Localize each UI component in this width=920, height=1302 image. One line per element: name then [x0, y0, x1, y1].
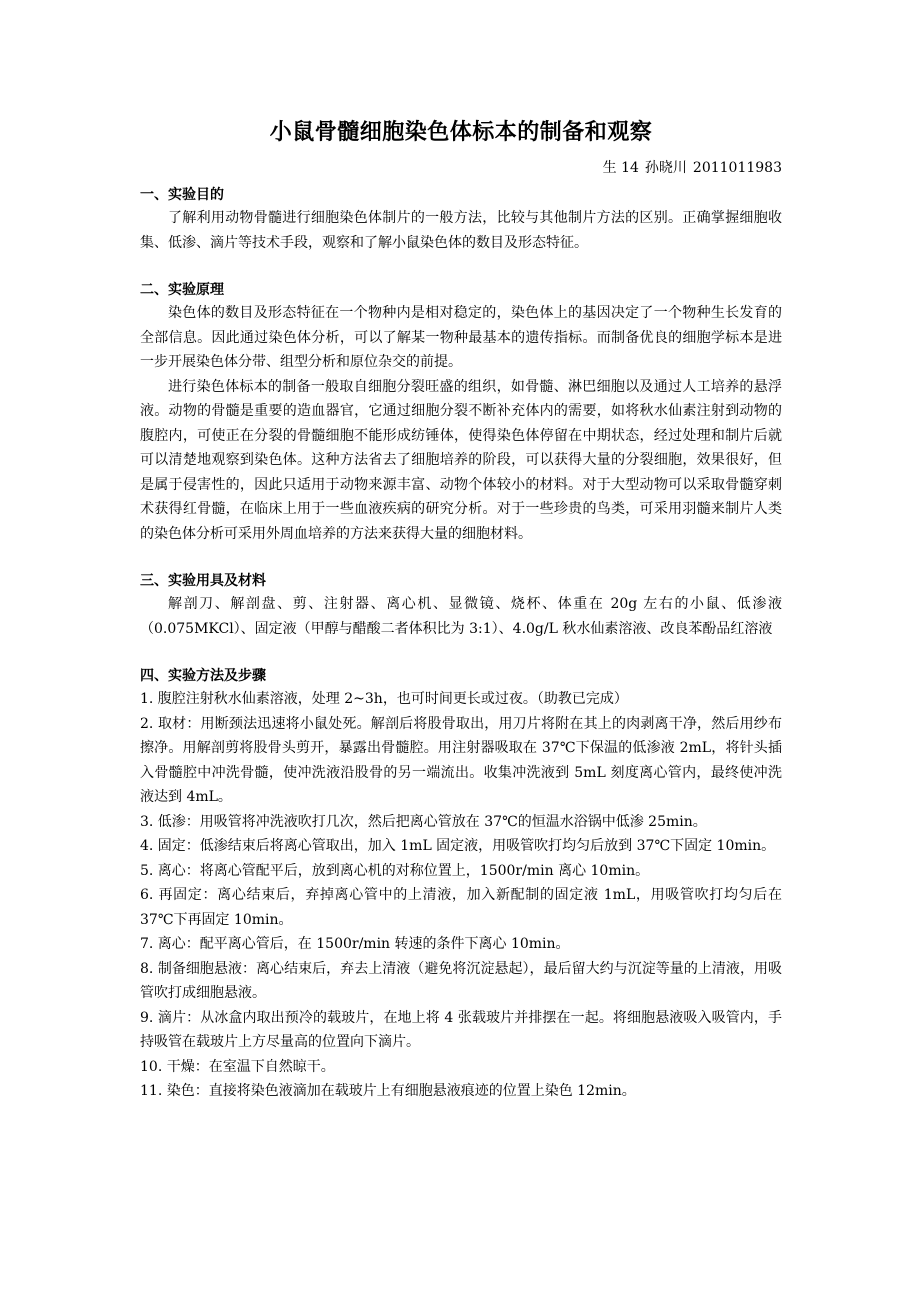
procedure-step: 4. 固定：低渗结束后将离心管取出，加入 1mL 固定液，用吸管吹打均匀后放到 37℃下固定 10min。 [140, 838, 776, 854]
section-heading: 一、实验目的 [140, 187, 224, 203]
procedure-step: 8. 制备细胞悬液：离心结束后，弃去上清液（避免将沉淀悬起），最后留大约与沉淀等量的上清液，用吸管吹打成细胞悬液。 [140, 960, 782, 1001]
paragraph: 染色体的数目及形态特征在一个物种内是相对稳定的，染色体上的基因决定了一个物种生长发育的全部信息。因此通过染色体分析，可以了解某一物种最基本的遗传指标。而制备优良的细胞学标本是进一步开展染色体分带、组型分析和原位杂交的前提。 [140, 305, 782, 370]
procedure-step: 9. 滴片：从冰盒内取出预冷的载玻片，在地上将 4 张载玻片并排摆在一起。将细胞悬液吸入吸管内，手持吸管在载玻片上方尽量高的位置向下滴片。 [140, 1009, 782, 1050]
paragraph: 了解利用动物骨髓进行细胞染色体制片的一般方法，比较与其他制片方法的区别。正确掌握细胞收集、低渗、滴片等技术手段，观察和了解小鼠染色体的数目及形态特征。 [140, 210, 782, 251]
procedure-step: 3. 低渗：用吸管将冲洗液吹打几次，然后把离心管放在 37℃的恒温水浴锅中低渗 25min。 [140, 813, 707, 830]
section-heading: 三、实验用具及材料 [140, 573, 266, 589]
section-materials [140, 570, 782, 641]
procedure-step: 7. 离心：配平离心管后，在 1500r/min 转速的条件下离心 10min。 [140, 936, 570, 952]
procedure-step: 6. 再固定：离心结束后，弃掉离心管中的上清液，加入新配制的固定液 1mL，用吸管吹打均匀后在 37℃下再固定 10min。 [140, 887, 782, 928]
author-name: 孙晓川 [644, 160, 687, 176]
document-title: 小鼠骨髓细胞染色体标本的制备和观察 [269, 120, 653, 145]
procedure-step: 1. 腹腔注射秋水仙素溶液，处理 2~3h，也可时间更长或过夜。（助教已完成） [140, 691, 628, 707]
author-id: 2011011983 [692, 160, 782, 176]
section-principle [140, 279, 782, 546]
procedure-step: 11. 染色：直接将染色液滴加在载玻片上有细胞悬液痕迹的位置上染色 12min。 [140, 1083, 636, 1099]
author-line [140, 158, 782, 178]
section-heading: 四、实验方法及步骤 [140, 668, 266, 684]
paragraph: 解剖刀、解剖盘、剪、注射器、离心机、显微镜、烧杯、体重在 20g 左右的小鼠、低渗液（0.075MKCl）、固定液（甲醇与醋酸二者体积比为 3:1）、4.0g/L 秋水仙素溶液、改良苯酚品红溶液 [140, 596, 782, 637]
procedure-step: 10. 干燥：在室温下自然晾干。 [140, 1058, 335, 1075]
procedure-step: 5. 离心：将离心管配平后，放到离心机的对称位置上，1500r/min 离心 10min。 [140, 862, 650, 879]
author-class: 生 14 [602, 160, 639, 176]
document-page [140, 118, 782, 1104]
section-heading: 二、实验原理 [140, 282, 224, 298]
section-procedure [140, 665, 782, 1104]
paragraph: 进行染色体标本的制备一般取自细胞分裂旺盛的组织，如骨髓、淋巴细胞以及通过人工培养的悬浮液。动物的骨髓是重要的造血器官，它通过细胞分裂不断补充体内的需要，如将秋水仙素注射到动物的腹腔内，可使正在分裂的骨髓细胞不能形成纺锤体，使得染色体停留在中期状态，经过处理和制片后就可以清楚地观察到染色体。这种方法省去了细胞培养的阶段，可以获得大量的分裂细胞，效果很好，但是属于侵害性的，因此只适用于动物来源丰富、动物个体较小的材料。对于大型动物可以采取骨髓穿刺术获得红骨髓，在临床上用于一些血液疾病的研究分析。对于一些珍贵的鸟类，可采用羽髓来制片人类的染色体分析可采用外周血培养的方法来获得大量的细胞材料。 [140, 378, 782, 542]
procedure-step: 2. 取材：用断颈法迅速将小鼠处死。解剖后将股骨取出，用刀片将附在其上的肉剥离干净，然后用纱布擦净。用解剖剪将股骨头剪开，暴露出骨髓腔。用注射器吸取在 37℃下保温的低渗液 2mL，将针头插入骨髓腔中冲洗骨髓，使冲洗液沿股骨的另一端流出。收集冲洗液到 5mL 刻度离心管内，最终使冲洗液达到 4mL。 [140, 715, 782, 805]
section-purpose [140, 184, 782, 255]
